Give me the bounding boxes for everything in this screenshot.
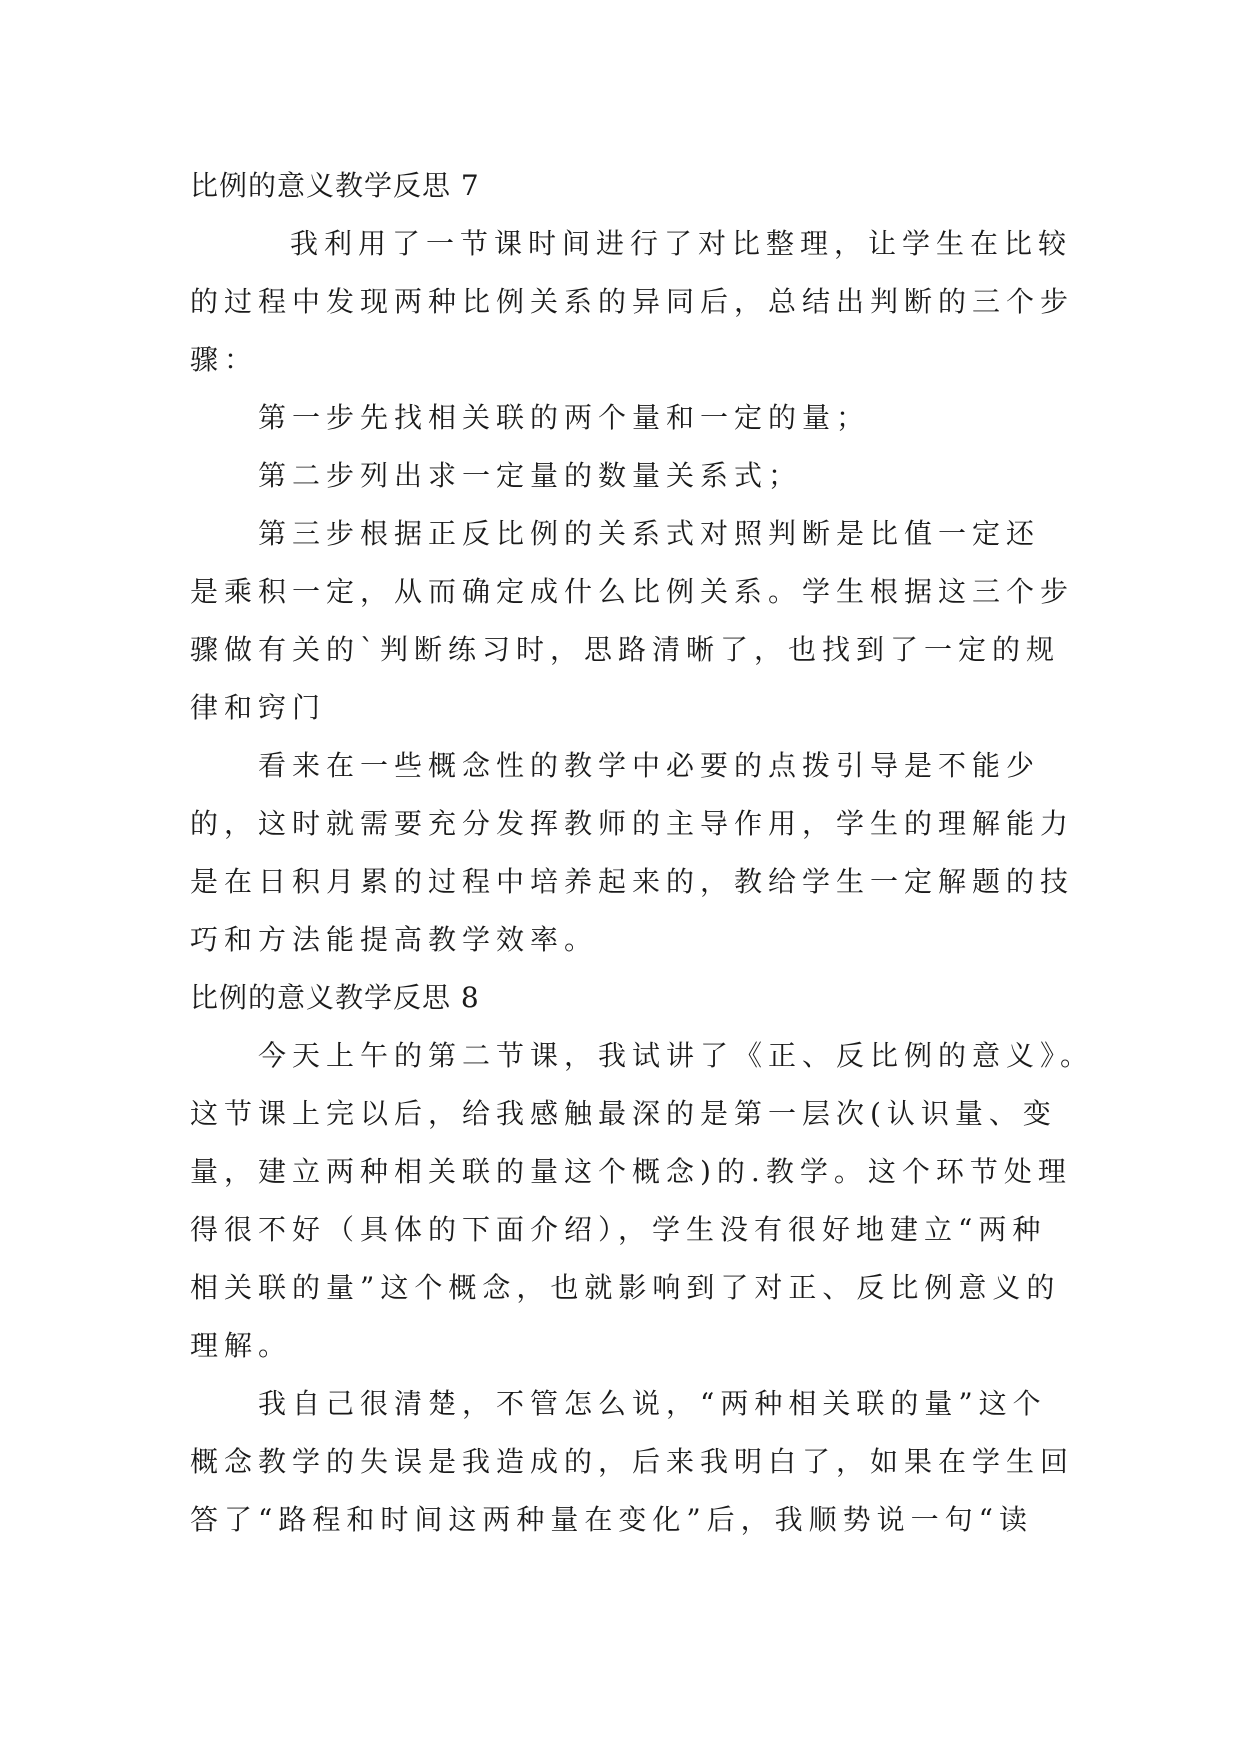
section-heading-7: 比例的意义教学反思 7: [190, 169, 480, 202]
step-line-3: 第三步根据正反比例的关系式对照判断是比值一定还: [258, 517, 1041, 550]
paragraph-line: 巧和方法能提高教学效率。: [190, 923, 599, 956]
section-heading-8: 比例的意义教学反思 8: [190, 981, 480, 1014]
paragraph-line: 我自己很清楚，不管怎么说，“两种相关联的量”这个: [258, 1387, 1047, 1420]
paragraph-line: 答了“路程和时间这两种量在变化”后，我顺势说一句“读: [190, 1503, 1033, 1536]
paragraph-line: 骤做有关的`判断练习时，思路清晰了，也找到了一定的规: [190, 633, 1061, 666]
paragraph-line: 量，建立两种相关联的量这个概念)的.教学。这个环节处理: [190, 1155, 1072, 1188]
paragraph-line: 我利用了一节课时间进行了对比整理，让学生在比较: [290, 227, 1073, 260]
paragraph-line: 是乘积一定，从而确定成什么比例关系。学生根据这三个步: [190, 575, 1075, 608]
paragraph-line: 今天上午的第二节课，我试讲了《正、反比例的意义》。: [258, 1039, 1095, 1072]
paragraph-line: 的，这时就需要充分发挥教师的主导作用，学生的理解能力: [190, 807, 1075, 840]
paragraph-line: 看来在一些概念性的教学中必要的点拨引导是不能少: [258, 749, 1041, 782]
paragraph-line: 骤：: [190, 343, 259, 376]
step-line-2: 第二步列出求一定量的数量关系式；: [258, 459, 803, 492]
paragraph-line: 是在日积月累的过程中培养起来的，教给学生一定解题的技: [190, 865, 1075, 898]
paragraph-line: 概念教学的失误是我造成的，后来我明白了，如果在学生回: [190, 1445, 1075, 1478]
paragraph-line: 的过程中发现两种比例关系的异同后，总结出判断的三个步: [190, 285, 1075, 318]
paragraph-line: 理解。: [190, 1329, 293, 1362]
paragraph-line: 相关联的量”这个概念，也就影响到了对正、反比例意义的: [190, 1271, 1061, 1304]
paragraph-line: 得很不好（具体的下面介绍），学生没有很好地建立“两种: [190, 1213, 1047, 1246]
paragraph-line: 律和窍门: [190, 691, 327, 724]
step-line-1: 第一步先找相关联的两个量和一定的量；: [258, 401, 871, 434]
paragraph-line: 这节课上完以后，给我感触最深的是第一层次(认识量、变: [190, 1097, 1057, 1130]
